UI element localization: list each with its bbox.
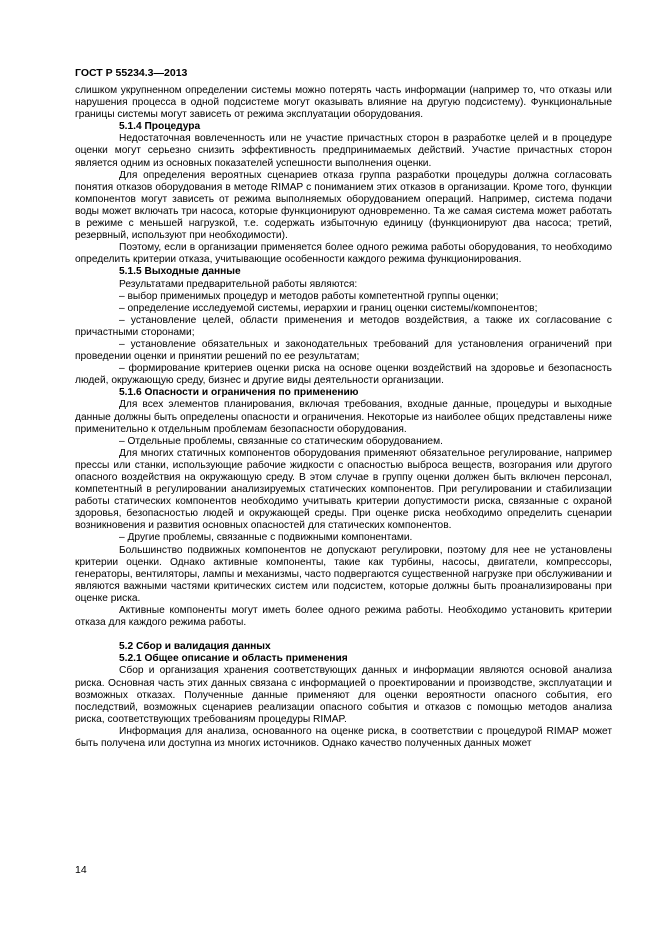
paragraph: – Отдельные проблемы, связанные со статическим оборудованием.	[119, 435, 443, 447]
paragraph: Недостаточная вовлеченность или не участие причастных сторон в разработке целей и в процедуре оценки могут серьезно снизить эффективность предпринимаемых действий. Участие причастных сторон является одним из основных показателей успешности выполнения оценки.	[75, 133, 612, 169]
paragraph: – выбор применимых процедур и методов работы компетентной группы оценки;	[119, 290, 499, 302]
section-heading: 5.2.1 Общее описание и область применения	[119, 653, 348, 665]
paragraph: Результатами предварительной работы являются:	[119, 278, 358, 290]
section-heading: 5.1.4 Процедура	[119, 121, 201, 133]
paragraph: Информация для анализа, основанного на оценке риска, в соответствии с процедурой RIMAP может быть получена или доступна из многих источников. Однако качество полученных данных может	[75, 725, 612, 749]
paragraph: – Другие проблемы, связанные с подвижными компонентами.	[119, 532, 413, 544]
document-header: ГОСТ Р 55234.3—2013	[75, 67, 188, 79]
document-body	[75, 85, 612, 750]
paragraph: Активные компоненты могут иметь более одного режима работы. Необходимо установить критерии отказа для каждого режима работы.	[75, 605, 612, 629]
page-number: 14	[75, 864, 87, 876]
paragraph: Для многих статичных компонентов оборудования применяют обязательное регулирование, например прессы или станки, использующие рабочие жидкости с опасностью выброса веществ, возгорания или другого опасного воздействия на окружающую среду. В этом случае в группу оценки должен быть включен персонал, компетентный в регулировании анализируемых статических компонентов. При регулировании и стабилизации работы статических компонентов необходимо учитывать критерии допустимости риска, связанные с охраной здоровья, безопасностью людей и окружающей среды. При оценке риска необходимо определить сценарии возникновения и развития основных опасностей для статических компонентов.	[75, 447, 612, 532]
paragraph: Большинство подвижных компонентов не допускают регулировки, поэтому для нее не установлены критерии оценки. Однако активные компоненты, такие как турбины, насосы, двигатели, компрессоры, генераторы, вентиляторы, лампы и механизмы, часто подвергаются существенной нагрузке при обслуживании и являются важными частями критических систем или подсистем, которые должны быть проанализированы при оценке риска.	[75, 544, 612, 604]
paragraph: Сбор и организация хранения соответствующих данных и информации являются основой анализа риска. Основная часть этих данных связана с информацией о проектировании и производстве, эксплуатации и возможных отказах. Полученные данные применяют для оценки вероятности опасного события, его последствий, возможных сценариев реализации опасного события и отказов с помощью методов анализа риска, соответствующих требованиям процедуры RIMAP.	[75, 665, 612, 725]
paragraph: – определение исследуемой системы, иерархии и границ оценки системы/компонентов;	[119, 302, 538, 314]
section-heading: 5.2 Сбор и валидация данных	[119, 641, 271, 653]
paragraph: – установление целей, области применения и методов воздействия, а также их согласование с причастными сторонами;	[75, 314, 612, 338]
paragraph: – формирование критериев оценки риска на основе оценки воздействий на здоровье и безопасность людей, окружающую среду, бизнес и другие виды деятельности организации.	[75, 363, 612, 387]
paragraph: Поэтому, если в организации применяется более одного режима работы оборудования, то необходимо определить критерии отказа, учитывающие особенности каждого режима функционирования.	[75, 242, 612, 266]
paragraph: слишком укрупненном определении системы можно потерять часть информации (например то, что отказы или нарушения процесса в одной подсистеме могут оказывать влияние на другую подсистему). Функциональные границы системы могут зависеть от режима эксплуатации оборудования.	[75, 85, 612, 121]
paragraph: – установление обязательных и законодательных требований для установления ограничений при проведении оценки и принятии решений по ее результатам;	[75, 338, 612, 363]
paragraph: Для всех элементов планирования, включая требования, входные данные, процедуры и выходные данные должны быть определены опасности и ограничения. Некоторые из наиболее общих представлены ниже применительно к отдельным проблемам безопасности оборудования.	[75, 399, 612, 435]
spacer	[75, 629, 612, 641]
section-heading: 5.1.5 Выходные данные	[119, 266, 241, 278]
paragraph: Для определения вероятных сценариев отказа группа разработки процедуры должна согласовать понятия отказов оборудования в методе RIMAP с пониманием этих отказов в организации. Кроме того, функции компонентов могут зависеть от режима выполняемых оборудованием операций. Например, система подачи воды может включать три насоса, которые функционируют одновременно. Та же самая система может работать в режиме с меньшей нагрузкой, т.е. содержать избыточную единицу (функционируют два насоса; третий, резервный, используют при необходимости).	[75, 169, 612, 242]
section-heading: 5.1.6 Опасности и ограничения по применению	[119, 387, 359, 399]
